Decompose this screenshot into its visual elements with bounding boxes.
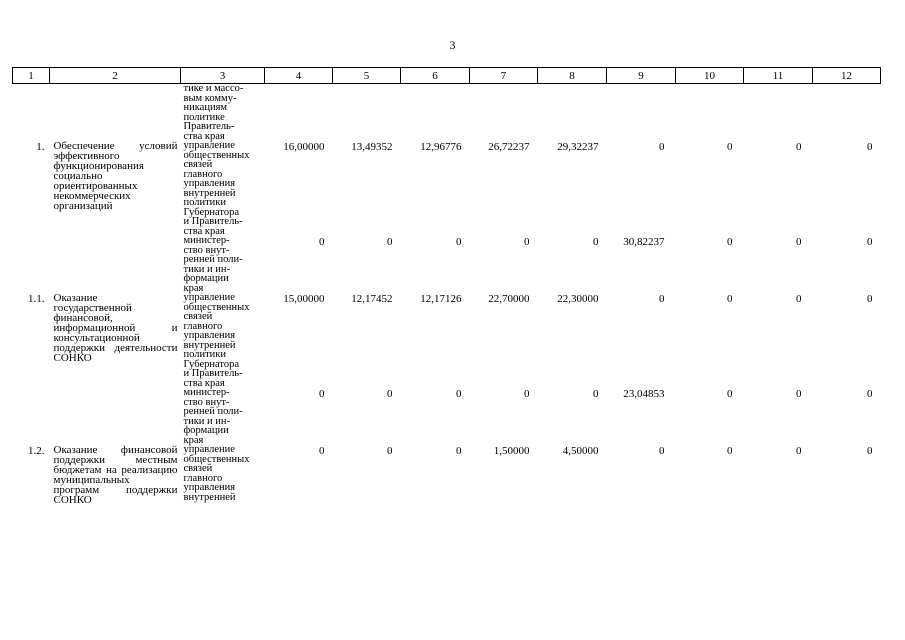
funding-value: 0 <box>319 445 325 457</box>
funding-value: 1,50000 <box>493 445 530 457</box>
funding-value: 0 <box>796 293 802 305</box>
header-cell: 8 <box>538 68 607 84</box>
activity-name: Оказание государственной финансовой, информационной и консультационной поддержки деятельности СОНКО <box>53 292 178 364</box>
funding-value: 0 <box>867 236 873 248</box>
funding-value: 30,82237 <box>623 236 665 248</box>
funding-value: 22,70000 <box>488 293 530 305</box>
funding-value <box>744 84 813 142</box>
funding-value: 0 <box>387 236 393 248</box>
row-number: 1.1. <box>28 293 45 305</box>
funding-value: 0 <box>659 445 665 457</box>
executor-name: управление общественных связей главного управления внутренней политики Губернатора и Правитель- ства края <box>183 292 250 389</box>
funding-value: 0 <box>456 236 462 248</box>
executor-name: управление общественных связей главного управления внутренней политики Губернатора и Правитель- ства края <box>183 140 250 237</box>
table-row <box>13 445 881 505</box>
funding-value: 0 <box>524 236 530 248</box>
funding-value: 12,17126 <box>420 293 462 305</box>
funding-value: 15,00000 <box>283 293 325 305</box>
funding-value: 0 <box>727 293 733 305</box>
funding-value <box>265 84 333 142</box>
funding-value <box>401 84 470 142</box>
funding-value: 0 <box>796 445 802 457</box>
row-number <box>13 388 50 445</box>
table-row <box>13 236 881 293</box>
funding-value: 0 <box>593 236 599 248</box>
row-number: 1. <box>36 141 45 153</box>
table-row <box>13 141 881 236</box>
funding-value: 0 <box>524 388 530 400</box>
activity-name <box>50 84 181 142</box>
funding-value: 0 <box>727 445 733 457</box>
funding-value: 0 <box>387 388 393 400</box>
funding-value <box>538 84 607 142</box>
header-cell: 1 <box>13 68 50 84</box>
funding-value: 0 <box>727 388 733 400</box>
executor-name: управление общественных связей главного управления внутренней <box>183 444 250 503</box>
funding-value <box>607 84 676 142</box>
funding-value: 0 <box>867 388 873 400</box>
header-cell: 12 <box>813 68 881 84</box>
funding-value: 0 <box>456 445 462 457</box>
funding-value: 0 <box>727 236 733 248</box>
funding-value: 0 <box>727 141 733 153</box>
funding-value: 13,49352 <box>351 141 393 153</box>
header-cell: 4 <box>265 68 333 84</box>
header-cell: 5 <box>333 68 401 84</box>
funding-value: 0 <box>593 388 599 400</box>
funding-value: 23,04853 <box>623 388 665 400</box>
funding-value: 0 <box>319 236 325 248</box>
funding-value: 0 <box>659 293 665 305</box>
row-number <box>13 236 50 293</box>
funding-value: 16,00000 <box>283 141 325 153</box>
header-row <box>13 68 881 84</box>
funding-value: 22,30000 <box>557 293 599 305</box>
funding-value: 0 <box>456 388 462 400</box>
header-cell: 9 <box>607 68 676 84</box>
header-cell: 7 <box>470 68 538 84</box>
table-body <box>13 84 881 506</box>
funding-value <box>470 84 538 142</box>
header-cell: 11 <box>744 68 813 84</box>
funding-value: 0 <box>867 445 873 457</box>
funding-value: 0 <box>796 388 802 400</box>
activity-name: Оказание финансовой поддержки местным бюджетам на реализацию муниципальных программ поддержки СОНКО <box>53 444 178 506</box>
funding-value <box>813 84 881 142</box>
funding-value: 0 <box>796 236 802 248</box>
activity-name <box>50 388 181 445</box>
table-row <box>13 293 881 388</box>
funding-value: 0 <box>659 141 665 153</box>
activity-name: Обеспечение условий эффективного функционирования социально ориентированных некоммерческих организаций <box>53 140 178 212</box>
funding-value: 12,96776 <box>420 141 462 153</box>
funding-value: 0 <box>867 141 873 153</box>
header-cell: 6 <box>401 68 470 84</box>
funding-value: 26,72237 <box>488 141 530 153</box>
header-cell: 3 <box>181 68 265 84</box>
executor-name: министер- ство внут- ренней поли- тики и ин- формации края <box>183 387 243 446</box>
program-funding-table <box>12 67 881 505</box>
table-row <box>13 84 881 142</box>
header-cell: 10 <box>676 68 744 84</box>
row-number <box>13 84 50 142</box>
activity-name <box>50 236 181 293</box>
funding-value <box>333 84 401 142</box>
funding-value: 0 <box>796 141 802 153</box>
funding-value <box>676 84 744 142</box>
funding-value: 0 <box>387 445 393 457</box>
funding-value: 29,32237 <box>557 141 599 153</box>
executor-name: тике и массо- вым комму- никациям политике Правитель- ства края <box>183 83 244 142</box>
executor-name: министер- ство внут- ренней поли- тики и ин- формации края <box>183 235 243 294</box>
funding-value: 4,50000 <box>562 445 599 457</box>
funding-value: 12,17452 <box>351 293 393 305</box>
funding-value: 0 <box>867 293 873 305</box>
funding-value: 0 <box>319 388 325 400</box>
page-number: 3 <box>449 38 456 52</box>
table-row <box>13 388 881 445</box>
header-cell: 2 <box>50 68 181 84</box>
row-number: 1.2. <box>28 445 45 457</box>
